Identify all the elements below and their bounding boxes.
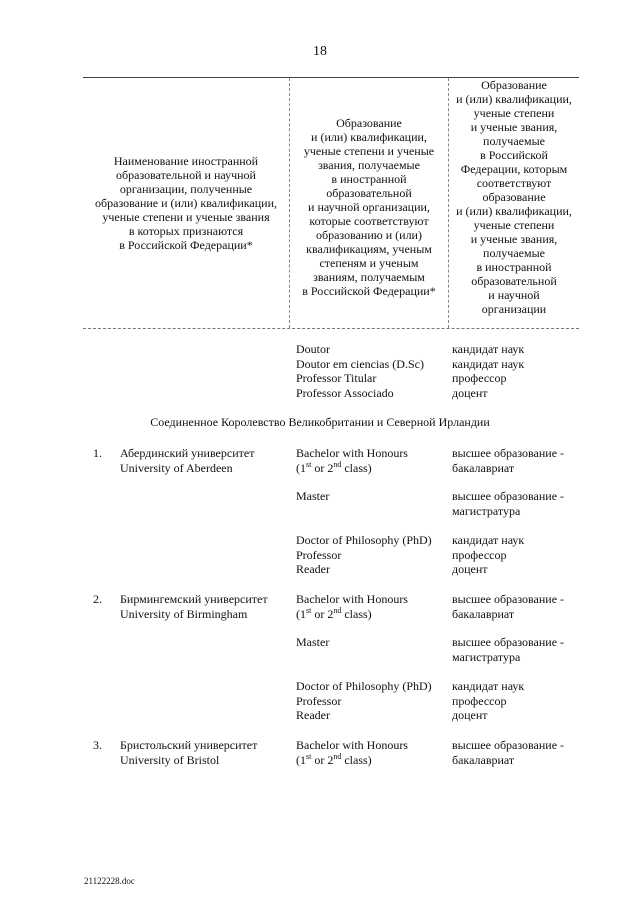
master-degree: Master: [296, 635, 330, 649]
university-name-ru: Бристольский университет: [120, 738, 258, 752]
bachelor-degree: [296, 592, 408, 621]
degree-line: Professor: [296, 547, 342, 562]
russian-line: магистратура: [452, 649, 521, 664]
master-equivalent: [452, 635, 564, 664]
document-filename: 21122228.doc: [84, 876, 135, 886]
doctor-degrees: [296, 533, 432, 577]
russian-line: высшее образование -: [452, 738, 565, 752]
honours-class-text: class): [341, 460, 372, 475]
degree-line: Doutor em ciencias (D.Sc): [296, 356, 424, 371]
university-name-en: University of Bristol: [120, 752, 220, 767]
honours-class-text: or 2: [311, 460, 334, 475]
honours-class: [296, 753, 408, 768]
bachelor-equivalent: [452, 446, 564, 475]
russian-line: доцент: [452, 708, 488, 723]
honours-class-text: (1: [296, 606, 306, 621]
russian-line: высшее образование -: [452, 635, 565, 649]
russian-line: высшее образование -: [452, 489, 565, 503]
russian-line: бакалавриат: [452, 752, 515, 767]
russian-line: доцент: [452, 385, 488, 400]
row-number: 3.: [93, 738, 102, 752]
doctor-equivalents: [452, 679, 524, 723]
master-degree: Master: [296, 489, 330, 503]
honours-class-text: class): [341, 752, 372, 767]
honours-class: [296, 461, 408, 476]
header-col-organization: Наименование иностранной образовательной и научной организации, полученные образование и (или) квалификации, ученые степени и ученые звания в которых признаются в Российской Федерации*: [95, 154, 277, 252]
page-number: 18: [313, 44, 327, 59]
degree-line: Doctor of Philosophy (PhD): [296, 679, 432, 693]
doctor-degrees: [296, 679, 432, 723]
bachelor-degree: [296, 446, 408, 475]
university-name-en: University of Aberdeen: [120, 460, 233, 475]
university-name: [120, 738, 257, 767]
degree-line: Doutor: [296, 342, 330, 356]
bachelor-equivalent: [452, 592, 564, 621]
master-equivalent: [452, 489, 564, 518]
bachelor-degree: [296, 738, 408, 767]
russian-line: кандидат наук: [452, 342, 525, 356]
honours-class-text: or 2: [311, 752, 334, 767]
row-number: 2.: [93, 592, 102, 606]
doctor-equivalents: [452, 533, 524, 577]
honours-class-sup: st: [306, 605, 312, 615]
university-name: [120, 446, 254, 475]
honours-class-sup: st: [306, 459, 312, 469]
table-header: [83, 77, 579, 329]
degree-line: Bachelor with Honours: [296, 592, 408, 606]
honours-class-sup: nd: [333, 751, 342, 761]
header-col-russian-equivalent: Образование и (или) квалификации, ученые степени и ученые звания, получаемые в Российской Федерации, которым соответствуют образование и (или) квалификации, ученые степени и ученые звания, получаемые в иностранной образовательной и научной организации: [456, 78, 572, 316]
header-col-foreign-qualification: Образование и (или) квалификации, ученые степени и ученые звания, получаемые в иностранной образовательной и научной организации, которые соответствуют образованию и (или) квалификациям, ученым степеням и ученым званиям, получаемым в Российской Федерации*: [302, 116, 436, 298]
continued-degrees: [296, 342, 424, 400]
row-number: 1.: [93, 446, 102, 460]
russian-line: магистратура: [452, 503, 521, 518]
degree-line: Bachelor with Honours: [296, 738, 408, 752]
honours-class-sup: nd: [333, 605, 342, 615]
russian-line: кандидат наук: [452, 533, 525, 547]
continued-russian: [452, 342, 524, 400]
degree-line: Doctor of Philosophy (PhD): [296, 533, 432, 547]
university-name-en: University of Birmingham: [120, 606, 248, 621]
bachelor-equivalent: [452, 738, 564, 767]
russian-line: профессор: [452, 547, 507, 562]
degree-line: Bachelor with Honours: [296, 446, 408, 460]
russian-line: кандидат наук: [452, 356, 525, 371]
university-name: [120, 592, 268, 621]
russian-line: кандидат наук: [452, 679, 525, 693]
degree-line: Professor: [296, 693, 342, 708]
degree-line: Reader: [296, 708, 330, 723]
honours-class: [296, 607, 408, 622]
russian-line: профессор: [452, 693, 507, 708]
university-name-ru: Абердинский университет: [120, 446, 255, 460]
degree-line: Reader: [296, 562, 330, 577]
russian-line: профессор: [452, 371, 507, 386]
university-name-ru: Бирмингемский университет: [120, 592, 268, 606]
degree-line: Professor Titular: [296, 371, 377, 386]
honours-class-text: or 2: [311, 606, 334, 621]
country-heading: Соединенное Королевство Великобритании и Северной Ирландии: [150, 415, 490, 429]
honours-class-text: class): [341, 606, 372, 621]
honours-class-text: (1: [296, 460, 306, 475]
honours-class-sup: st: [306, 751, 312, 761]
degree-line: Professor Associado: [296, 385, 394, 400]
honours-class-text: (1: [296, 752, 306, 767]
russian-line: высшее образование -: [452, 592, 565, 606]
russian-line: высшее образование -: [452, 446, 565, 460]
russian-line: бакалавриат: [452, 460, 515, 475]
russian-line: бакалавриат: [452, 606, 515, 621]
russian-line: доцент: [452, 562, 488, 577]
honours-class-sup: nd: [333, 459, 342, 469]
